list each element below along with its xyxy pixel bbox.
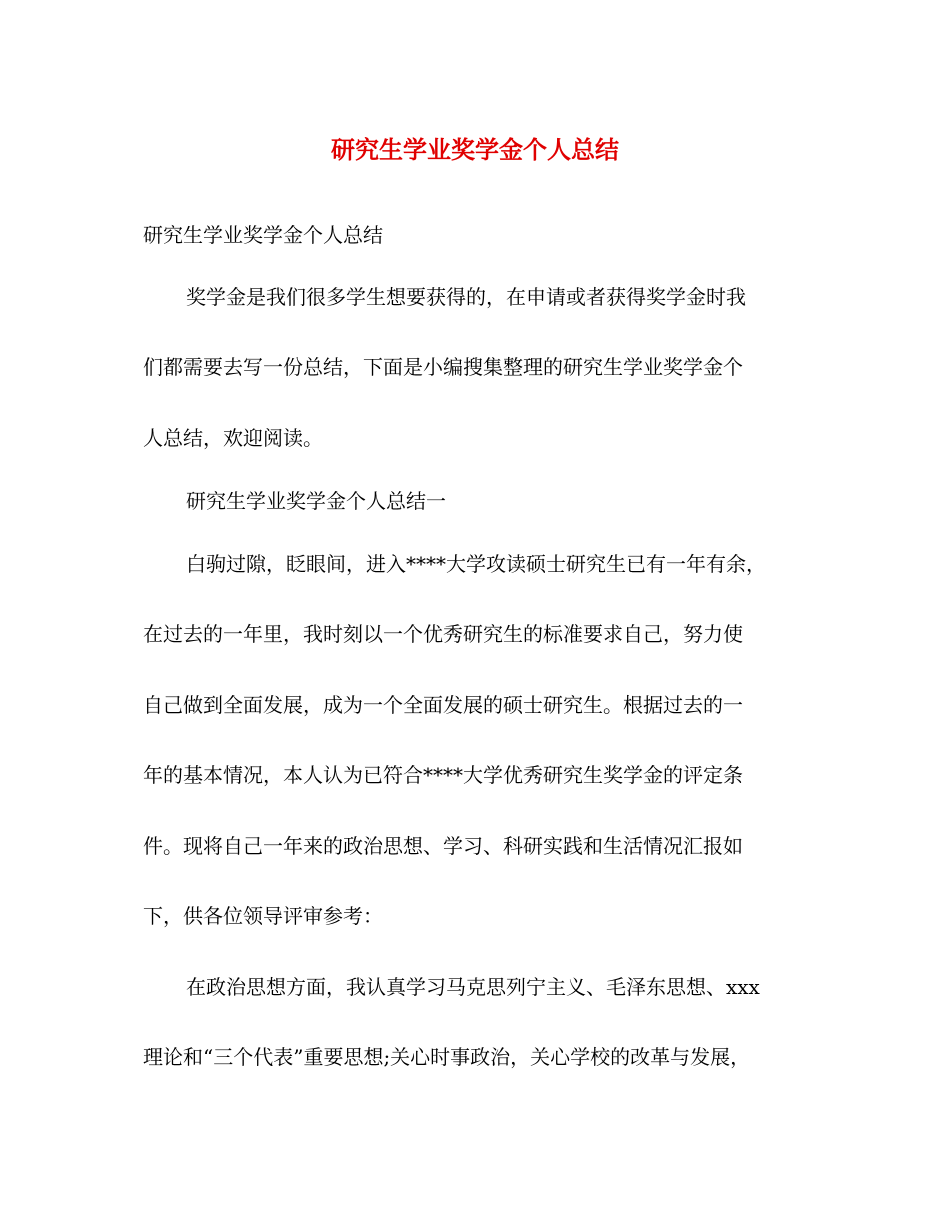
text-line: 年的基本情况，本人认为已符合****大学优秀研究生奖学金的评定条 [143,763,743,787]
text-line: 自己做到全面发展，成为一个全面发展的硕士研究生。根据过去的一 [143,693,743,717]
text-line: 人总结，欢迎阅读。 [143,426,323,450]
text-line: 件。现将自己一年来的政治思想、学习、科研实践和生活情况汇报如 [143,834,743,858]
text-line: 奖学金是我们很多学生想要获得的，在申请或者获得奖学金时我 [186,285,746,309]
text-line: 理论和“三个代表”重要思想;关心时事政治，关心学校的改革与发展， [143,1045,751,1069]
text-line: 下，供各位领导评审参考： [143,904,383,928]
text-line: 在政治思想方面，我认真学习马克思列宁主义、毛泽东思想、xxx [186,975,760,999]
document-title: 研究生学业奖学金个人总结 [331,135,619,164]
text-line: 们都需要去写一份总结，下面是小编搜集整理的研究生学业奖学金个 [143,355,743,379]
text-line: 在过去的一年里，我时刻以一个优秀研究生的标准要求自己，努力使 [143,622,743,646]
text-line: 白驹过隙，眨眼间，进入****大学攻读硕士研究生已有一年有余， [186,552,766,576]
text-line: 研究生学业奖学金个人总结 [143,223,383,247]
text-line: 研究生学业奖学金个人总结一 [186,489,446,513]
